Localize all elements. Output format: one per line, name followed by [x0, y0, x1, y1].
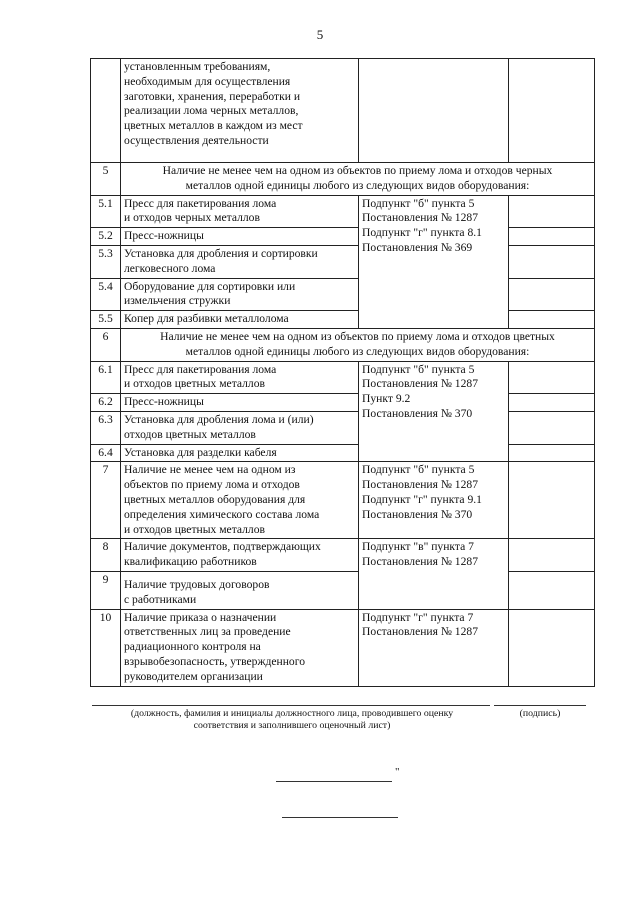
row-text: Пресс для пакетирования лома и отходов черных металлов — [121, 195, 359, 228]
table-row — [91, 163, 595, 196]
row-reference: Подпункт "г" пункта 7 Постановления № 1287 — [359, 609, 509, 686]
signature-line — [494, 705, 586, 706]
table-row — [91, 228, 595, 246]
row-text: Копер для разбивки металлолома — [121, 311, 359, 329]
table-row — [91, 539, 595, 572]
row-reference: Подпункт "б" пункта 5 Постановления № 1287 Подпункт "г" пункта 9.1 Постановления № 370 — [359, 462, 509, 539]
row-mark — [509, 278, 595, 311]
position-name-line — [92, 705, 490, 706]
row-number: 5.4 — [91, 278, 121, 311]
row-number — [91, 59, 121, 163]
table-row — [91, 571, 595, 609]
assessment-table — [90, 58, 595, 687]
row-number: 6.4 — [91, 444, 121, 462]
row-text: установленным требованиям, необходимым для осуществления заготовки, хранения, переработки и реализации лома черных металлов, цветных металлов в каждом из мест осуществления деятельности — [121, 59, 359, 163]
table-row — [91, 462, 595, 539]
row-text: Пресс для пакетирования лома и отходов цветных металлов — [121, 361, 359, 394]
row-text: Наличие не менее чем на одном из объектов по приему лома и отходов цветных металлов оборудования для определения химического состава лома и отходов цветных металлов — [121, 462, 359, 539]
position-name-caption: (должность, фамилия и инициалы должностного лица, проводившего оценку соответствия и заполнившего оценочный лист) — [130, 708, 454, 731]
row-mark — [509, 462, 595, 539]
page-number: 5 — [316, 27, 324, 42]
row-reference — [359, 59, 509, 163]
row-reference: Подпункт "б" пункта 5 Постановления № 1287 Пункт 9.2 Постановления № 370 — [359, 361, 509, 462]
row-mark — [509, 609, 595, 686]
table-row — [91, 59, 595, 163]
row-mark — [509, 539, 595, 572]
row-reference: Подпункт "в" пункта 7 Постановления № 1287 — [359, 539, 509, 609]
row-text: Наличие приказа о назначении ответственных лиц за проведение радиационного контроля на взрывобезопасность, утвержденного руководителем организации — [121, 609, 359, 686]
row-text: Установка для разделки кабеля — [121, 444, 359, 462]
row-text: Наличие документов, подтверждающих квалификацию работников — [121, 539, 359, 572]
row-mark — [509, 245, 595, 278]
row-number: 9 — [91, 571, 121, 609]
row-number: 7 — [91, 462, 121, 539]
row-section-text: Наличие не менее чем на одном из объектов по приему лома и отходов цветных металлов одной единицы любого из следующих видов оборудования: — [121, 328, 595, 361]
row-mark — [509, 59, 595, 163]
row-mark — [509, 394, 595, 412]
date-quote: " — [395, 766, 400, 778]
row-mark — [509, 411, 595, 444]
row-number: 5.5 — [91, 311, 121, 329]
table-row — [91, 444, 595, 462]
row-number: 10 — [91, 609, 121, 686]
table-row — [91, 394, 595, 412]
row-mark — [509, 228, 595, 246]
bottom-line — [282, 817, 398, 818]
table-row — [91, 361, 595, 394]
row-number: 8 — [91, 539, 121, 572]
row-number: 6.1 — [91, 361, 121, 394]
table-row — [91, 311, 595, 329]
row-number: 6 — [91, 328, 121, 361]
row-number: 6.2 — [91, 394, 121, 412]
row-reference: Подпункт "б" пункта 5 Постановления № 1287 Подпункт "г" пункта 8.1 Постановления № 369 — [359, 195, 509, 328]
row-mark — [509, 195, 595, 228]
row-text: Пресс-ножницы — [121, 228, 359, 246]
table-row — [91, 411, 595, 444]
table-row — [91, 245, 595, 278]
row-mark — [509, 444, 595, 462]
table-row — [91, 195, 595, 228]
date-line — [276, 781, 392, 782]
row-section-text: Наличие не менее чем на одном из объектов по приему лома и отходов черных металлов одной единицы любого из следующих видов оборудования: — [121, 163, 595, 196]
row-mark — [509, 311, 595, 329]
row-mark — [509, 571, 595, 609]
table-row — [91, 328, 595, 361]
table-row — [91, 278, 595, 311]
signature-caption: (подпись) — [519, 708, 561, 719]
table-row — [91, 609, 595, 686]
row-text: Оборудование для сортировки или измельчения стружки — [121, 278, 359, 311]
row-text: Установка для дробления лома и (или) отходов цветных металлов — [121, 411, 359, 444]
row-mark — [509, 361, 595, 394]
row-text: Установка для дробления и сортировки легковесного лома — [121, 245, 359, 278]
row-text: Наличие трудовых договоров с работниками — [121, 571, 359, 609]
row-number: 5.2 — [91, 228, 121, 246]
row-text: Пресс-ножницы — [121, 394, 359, 412]
row-number: 6.3 — [91, 411, 121, 444]
row-number: 5 — [91, 163, 121, 196]
row-number: 5.1 — [91, 195, 121, 228]
row-number: 5.3 — [91, 245, 121, 278]
